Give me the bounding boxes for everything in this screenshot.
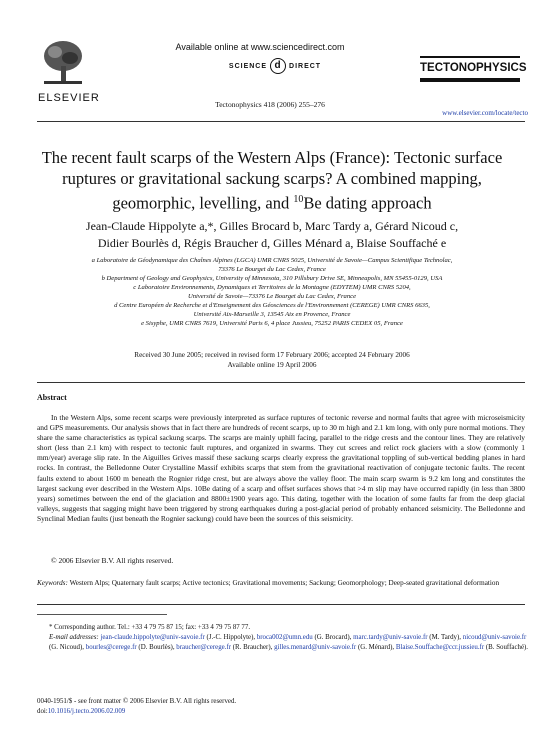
- received-dates: Received 30 June 2005; received in revised form 17 February 2006; accepted 24 February 2006: [134, 351, 410, 359]
- journal-url-link[interactable]: www.elsevier.com/locate/tecto: [442, 109, 528, 117]
- authors-line-1: Jean-Claude Hippolyte a,*, Gilles Brocard b, Marc Tardy a, Gérard Nicoud c,: [85, 219, 459, 233]
- footnotes: [37, 623, 537, 652]
- copyright-notice: © 2006 Elsevier B.V. All rights reserved.: [51, 556, 174, 565]
- email-owner: (G. Nicoud),: [49, 643, 86, 651]
- email-owner: (B. Souffaché).: [484, 643, 529, 651]
- abstract-divider-bottom: [37, 604, 525, 605]
- keywords-text: Western Alps; Quaternary fault scarps; Active tectonics; Gravitational movements; Sackung; Geomorphology; Deep-seated gravitational deformation: [69, 579, 500, 587]
- affiliation-line: e Sisyphe, UMR CNRS 7619, Université Paris 6, 4 place Jussieu, 75252 PARIS CEDEX 05, France: [141, 320, 403, 327]
- abstract-divider-top: [37, 382, 525, 383]
- affiliation-line: d Centre Européen de Recherche et d'Enseignement des Géosciences de l'Environnement (CEREGE) UMR CNRS 6635,: [114, 302, 430, 309]
- email-link[interactable]: gilles.menard@univ-savoie.fr: [274, 643, 357, 651]
- email-owner: (G. Brocard),: [312, 633, 354, 641]
- title-line-3: [30, 189, 514, 214]
- sciencedirect-left: SCIENCE: [228, 63, 268, 70]
- email-link[interactable]: broca002@umn.edu: [256, 633, 313, 641]
- journal-reference: Tectonophysics 418 (2006) 255–276: [215, 100, 325, 109]
- abstract-heading: Abstract: [37, 393, 67, 402]
- article-dates: [40, 350, 504, 370]
- header-divider: [37, 121, 525, 122]
- doi-link[interactable]: 10.1016/j.tecto.2006.02.009: [47, 707, 126, 715]
- affiliation-line: a Laboratoire de Géodynamique des Chaînes Alpines (LGCA) UMR CNRS 5025, Université de Savoie—Campus Scientifique Technolac,: [91, 257, 453, 264]
- email-link[interactable]: braucher@cerege.fr: [176, 643, 232, 651]
- email-owner: (G. Ménard),: [356, 643, 396, 651]
- doi-line: [37, 707, 525, 717]
- keywords: [37, 578, 525, 588]
- email-label: E-mail addresses:: [49, 633, 99, 641]
- affiliations: [40, 256, 504, 328]
- title-line-3-text: geomorphic, levelling, and: [112, 193, 290, 213]
- keywords-label: Keywords:: [37, 579, 68, 587]
- sciencedirect-right: DIRECT: [289, 63, 322, 70]
- elsevier-tree-icon: [40, 38, 86, 88]
- journal-name: TECTONOPHYSICS: [420, 62, 527, 74]
- email-link[interactable]: jean-claude.hippolyte@univ-savoie.fr: [100, 633, 205, 641]
- sciencedirect-logo: [190, 58, 360, 74]
- journal-rule-top: [420, 56, 520, 58]
- email-addresses: [49, 633, 537, 653]
- footnote-rule: [37, 614, 167, 615]
- email-link[interactable]: marc.tardy@univ-savoie.fr: [353, 633, 428, 641]
- email-owner: (J.-C. Hippolyte),: [204, 633, 257, 641]
- available-online-date: Available online 19 April 2006: [227, 361, 317, 369]
- title-line-1: The recent fault scarps of the Western Alps (France): Tectonic surface: [41, 148, 503, 167]
- affiliation-line: b Department of Geology and Geophysics, University of Minnesota, 310 Pillsbury Drive SE, Minneapolis, MN 55455-0129, USA: [101, 275, 443, 282]
- sciencedirect-at-icon: d: [270, 58, 286, 74]
- title-line-2: ruptures or gravitational sackung scarps? A combined mapping,: [62, 169, 482, 188]
- email-link[interactable]: bourles@cerege.fr: [85, 643, 137, 651]
- email-owner: (R. Braucher),: [231, 643, 275, 651]
- corresponding-author: * Corresponding author. Tel.: +33 4 79 75 87 15; fax: +33 4 79 75 87 77.: [49, 624, 251, 631]
- affiliation-line: Université Aix-Marseille 3, 13545 Aix en Provence, France: [193, 311, 351, 318]
- available-online-text: Available online at www.sciencedirect.com: [175, 42, 345, 52]
- title-superscript: 10: [293, 194, 304, 205]
- author-list: [40, 218, 504, 252]
- email-link[interactable]: nicoud@univ-savoie.fr: [462, 633, 527, 641]
- issn-line: 0040-1951/$ - see front matter © 2006 Elsevier B.V. All rights reserved.: [37, 698, 237, 705]
- abstract-body: In the Western Alps, some recent scarps were previously interpreted as surface ruptures of tectonic reverse and normal faults that agree with microseismicity and GPS measurements. Our analysis shows that in fact there are hundreds of recent scarps, up to 30 m high and 2.1 km long, with only pure normal motions. They share the same characteristics as typical sackung scarps. The scarps are mainly uphill facing, parallel to the ridge crests and the contour lines. They are relatively short (less than 2.1 km) with respect to tectonic fault ruptures, and organized in swarms. They cut screes and relict rock glaciers with a slow (commonly 1 mm/year) average slip rate. In the Aiguilles Grives massif these sackung scarps clearly express the gravitational toppling of sub-vertical bedding planes in hard rocks. In contrast, the Belledonne Outer Crystalline Massif exhibits scarps that stem from the gravitational reactivation of conjugate tectonic faults. The recent faults extend to about 1600 m beneath the Rognier ridge crest, but are always above the valley floor. The main scarp swarm is 9.2 km long and constitutes the largest sackung ever described in the Western Alps. 10Be dating of a scarp and offset surfaces shows that >4 m slip may have occurred rapidly (in less than 3800 years) sometimes between the end of the glaciation and 8800±1900 years ago. This dating, together with the location of some faults far from the deep glacial valleys, suggests that sagging might have been triggered by strong earthquakes during a post-glacial period of probably enhanced seismicity. The Belledonne and Synclinal Median faults (just beneath the Rognier sackung) could have been the sources of this seismicity.: [37, 413, 525, 523]
- email-owner: (M. Tardy),: [427, 633, 463, 641]
- title-end: Be dating approach: [303, 193, 432, 213]
- email-link[interactable]: Blaise.Souffache@ccr.jussieu.fr: [395, 643, 485, 651]
- affiliation-line: 73376 Le Bourget du Lac Cedex, France: [218, 266, 326, 273]
- authors-line-2: Didier Bourlès d, Régis Braucher d, Gilles Ménard a, Blaise Souffaché e: [97, 236, 447, 250]
- front-matter: [37, 697, 525, 717]
- journal-rule-bottom: [420, 78, 520, 82]
- affiliation-line: Université de Savoie—73376 Le Bourget du Lac Cedex, France: [187, 293, 357, 300]
- article-title: [30, 147, 514, 214]
- doi-prefix: doi:: [37, 707, 48, 715]
- affiliation-line: c Laboratoire Environnements, Dynamiques et Territoires de la Montagne (EDYTEM) UMR CNRS 5204,: [133, 284, 411, 291]
- email-owner: (D. Bourlès),: [136, 643, 177, 651]
- publisher-logo-text: ELSEVIER: [38, 92, 100, 104]
